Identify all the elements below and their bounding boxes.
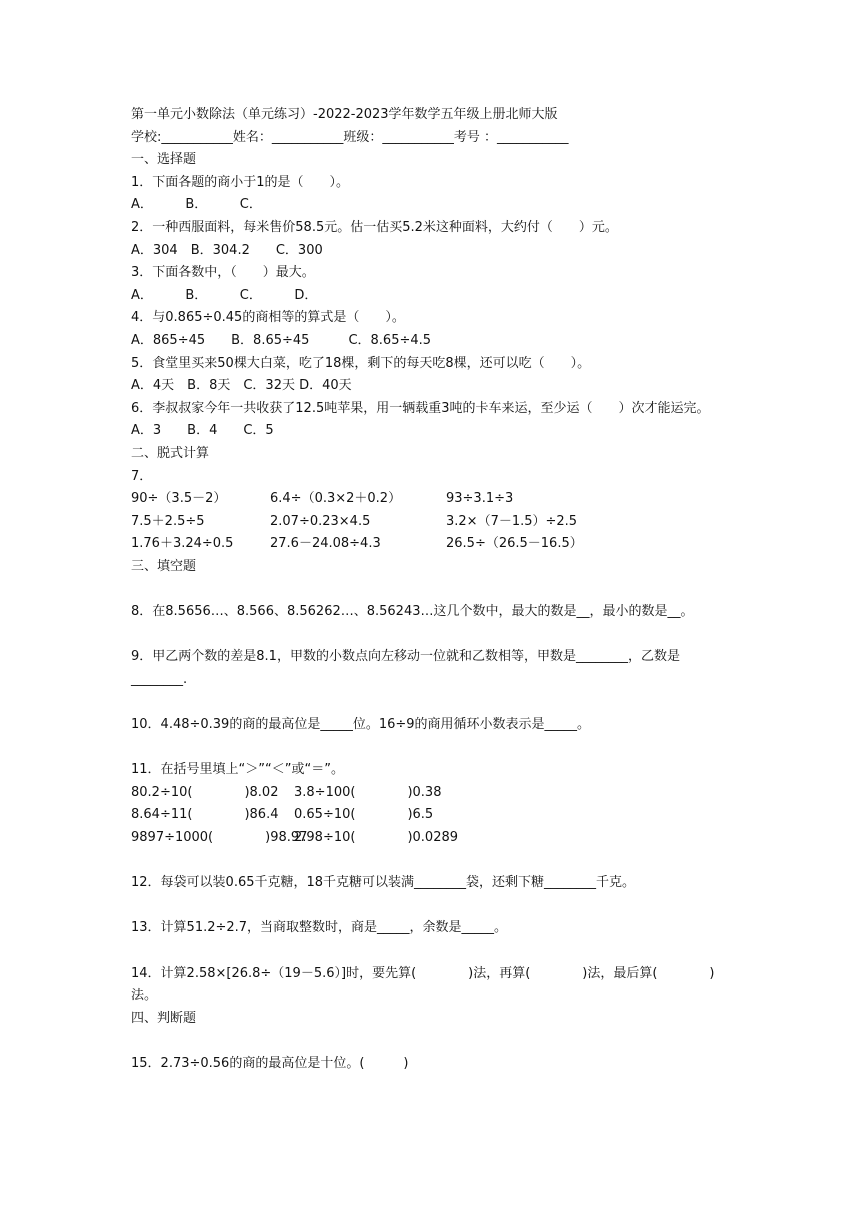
- calc-item: 3.2×（7－1.5）÷2.5: [446, 513, 578, 529]
- calc-item: 2.07÷0.23×4.5: [270, 513, 371, 529]
- compare-item: 2.98÷10( )0.0289: [294, 830, 459, 845]
- section-heading: 一、选择题: [131, 152, 197, 168]
- question-2: 2．一种西服面料，每米售价58.5元。估一估买5.2米这种面料，大约付（ ）元。: [131, 219, 618, 235]
- section-heading: 二、脱式计算: [131, 445, 210, 461]
- question-12: 12．每袋可以装0.65千克糖，18千克糖可以装满________袋，还剩下糖________千克。: [131, 875, 636, 891]
- compare-row: [131, 827, 731, 850]
- compare-item: 8.64÷11( )86.4: [131, 807, 279, 823]
- compare-item: 3.8÷100( )0.38: [294, 784, 442, 800]
- calc-item: 90÷（3.5－2）: [131, 491, 227, 507]
- question-5-options: A．4天 B．8天 C．32天 D．40天: [131, 378, 352, 394]
- compare-item: 80.2÷10( )8.02: [131, 784, 279, 800]
- calc-row: [131, 533, 731, 556]
- section-heading: 四、判断题: [131, 1010, 197, 1026]
- question-3: 3．下面各数中，（ ）最大。: [131, 265, 315, 281]
- calc-item: 7.5＋2.5÷5: [131, 513, 205, 529]
- section-heading: 三、填空题: [131, 558, 197, 574]
- calc-row: [131, 488, 731, 511]
- question-8: 8．在8.5656…、8.566、8.56262…、8.56243…这几个数中，最大的数是__，最小的数是__。: [131, 604, 694, 620]
- question-5: 5．食堂里买来50棵大白菜，吃了18棵，剩下的每天吃8棵，还可以吃（ ）。: [131, 355, 591, 371]
- student-info-line: 学校:___________姓名：___________班级：___________考号 ：___________: [131, 129, 569, 145]
- question-6-options: A．3 B．4 C．5: [131, 423, 274, 439]
- question-13: 13．计算51.2÷2.7，当商取整数时，商是_____，余数是_____。: [131, 920, 508, 936]
- calc-item: 27.6－24.08÷4.3: [270, 536, 381, 552]
- question-4: 4．与0.865÷0.45的商相等的算式是（ ）。: [131, 310, 405, 326]
- question-1: 1．下面各题的商小于1的是（ ）。: [131, 174, 350, 190]
- question-7: 7．: [131, 468, 153, 484]
- question-2-options: A．304 B．304.2 C．300: [131, 242, 323, 258]
- question-14: 14．计算2.58×[26.8÷（19－5.6）]时，要先算( )法，再算( )法，最后算( )法。: [131, 965, 715, 1004]
- calc-item: 93÷3.1÷3: [446, 491, 514, 507]
- compare-row: [131, 804, 731, 827]
- page-title: 第一单元小数除法（单元练习）-2022-2023学年数学五年级上册北师大版: [131, 107, 558, 122]
- compare-item: 9897÷1000( )98.97: [131, 830, 308, 845]
- question-3-options: A． B． C． D．: [131, 287, 318, 303]
- question-10: 10．4.48÷0.39的商的最高位是_____位。16÷9的商用循环小数表示是_____。: [131, 717, 591, 733]
- calc-item: 1.76＋3.24÷0.5: [131, 536, 234, 552]
- calc-row: [131, 511, 731, 534]
- question-1-options: A． B． C．: [131, 197, 262, 213]
- question-6: 6．李叔叔家今年一共收获了12.5吨苹果，用一辆载重3吨的卡车来运，至少运（ ）次才能运完。: [131, 400, 710, 416]
- calc-item: 26.5÷（26.5－16.5）: [446, 536, 583, 552]
- compare-row: [131, 782, 731, 805]
- question-4-options: A．865÷45 B．8.65÷45 C．8.65÷4.5: [131, 332, 432, 348]
- compare-item: 0.65÷10( )6.5: [294, 807, 434, 823]
- calc-item: 6.4÷（0.3×2＋0.2）: [270, 491, 402, 507]
- question-11: 11．在括号里填上“＞”“＜”或“＝”。: [131, 762, 344, 778]
- question-15: 15．2.73÷0.56的商的最高位是十位。( ): [131, 1055, 409, 1071]
- worksheet: [131, 104, 731, 1076]
- question-9: 9．甲乙两个数的差是8.1，甲数的小数点向左移动一位就和乙数相等，甲数是________，乙数是________.: [131, 649, 680, 687]
